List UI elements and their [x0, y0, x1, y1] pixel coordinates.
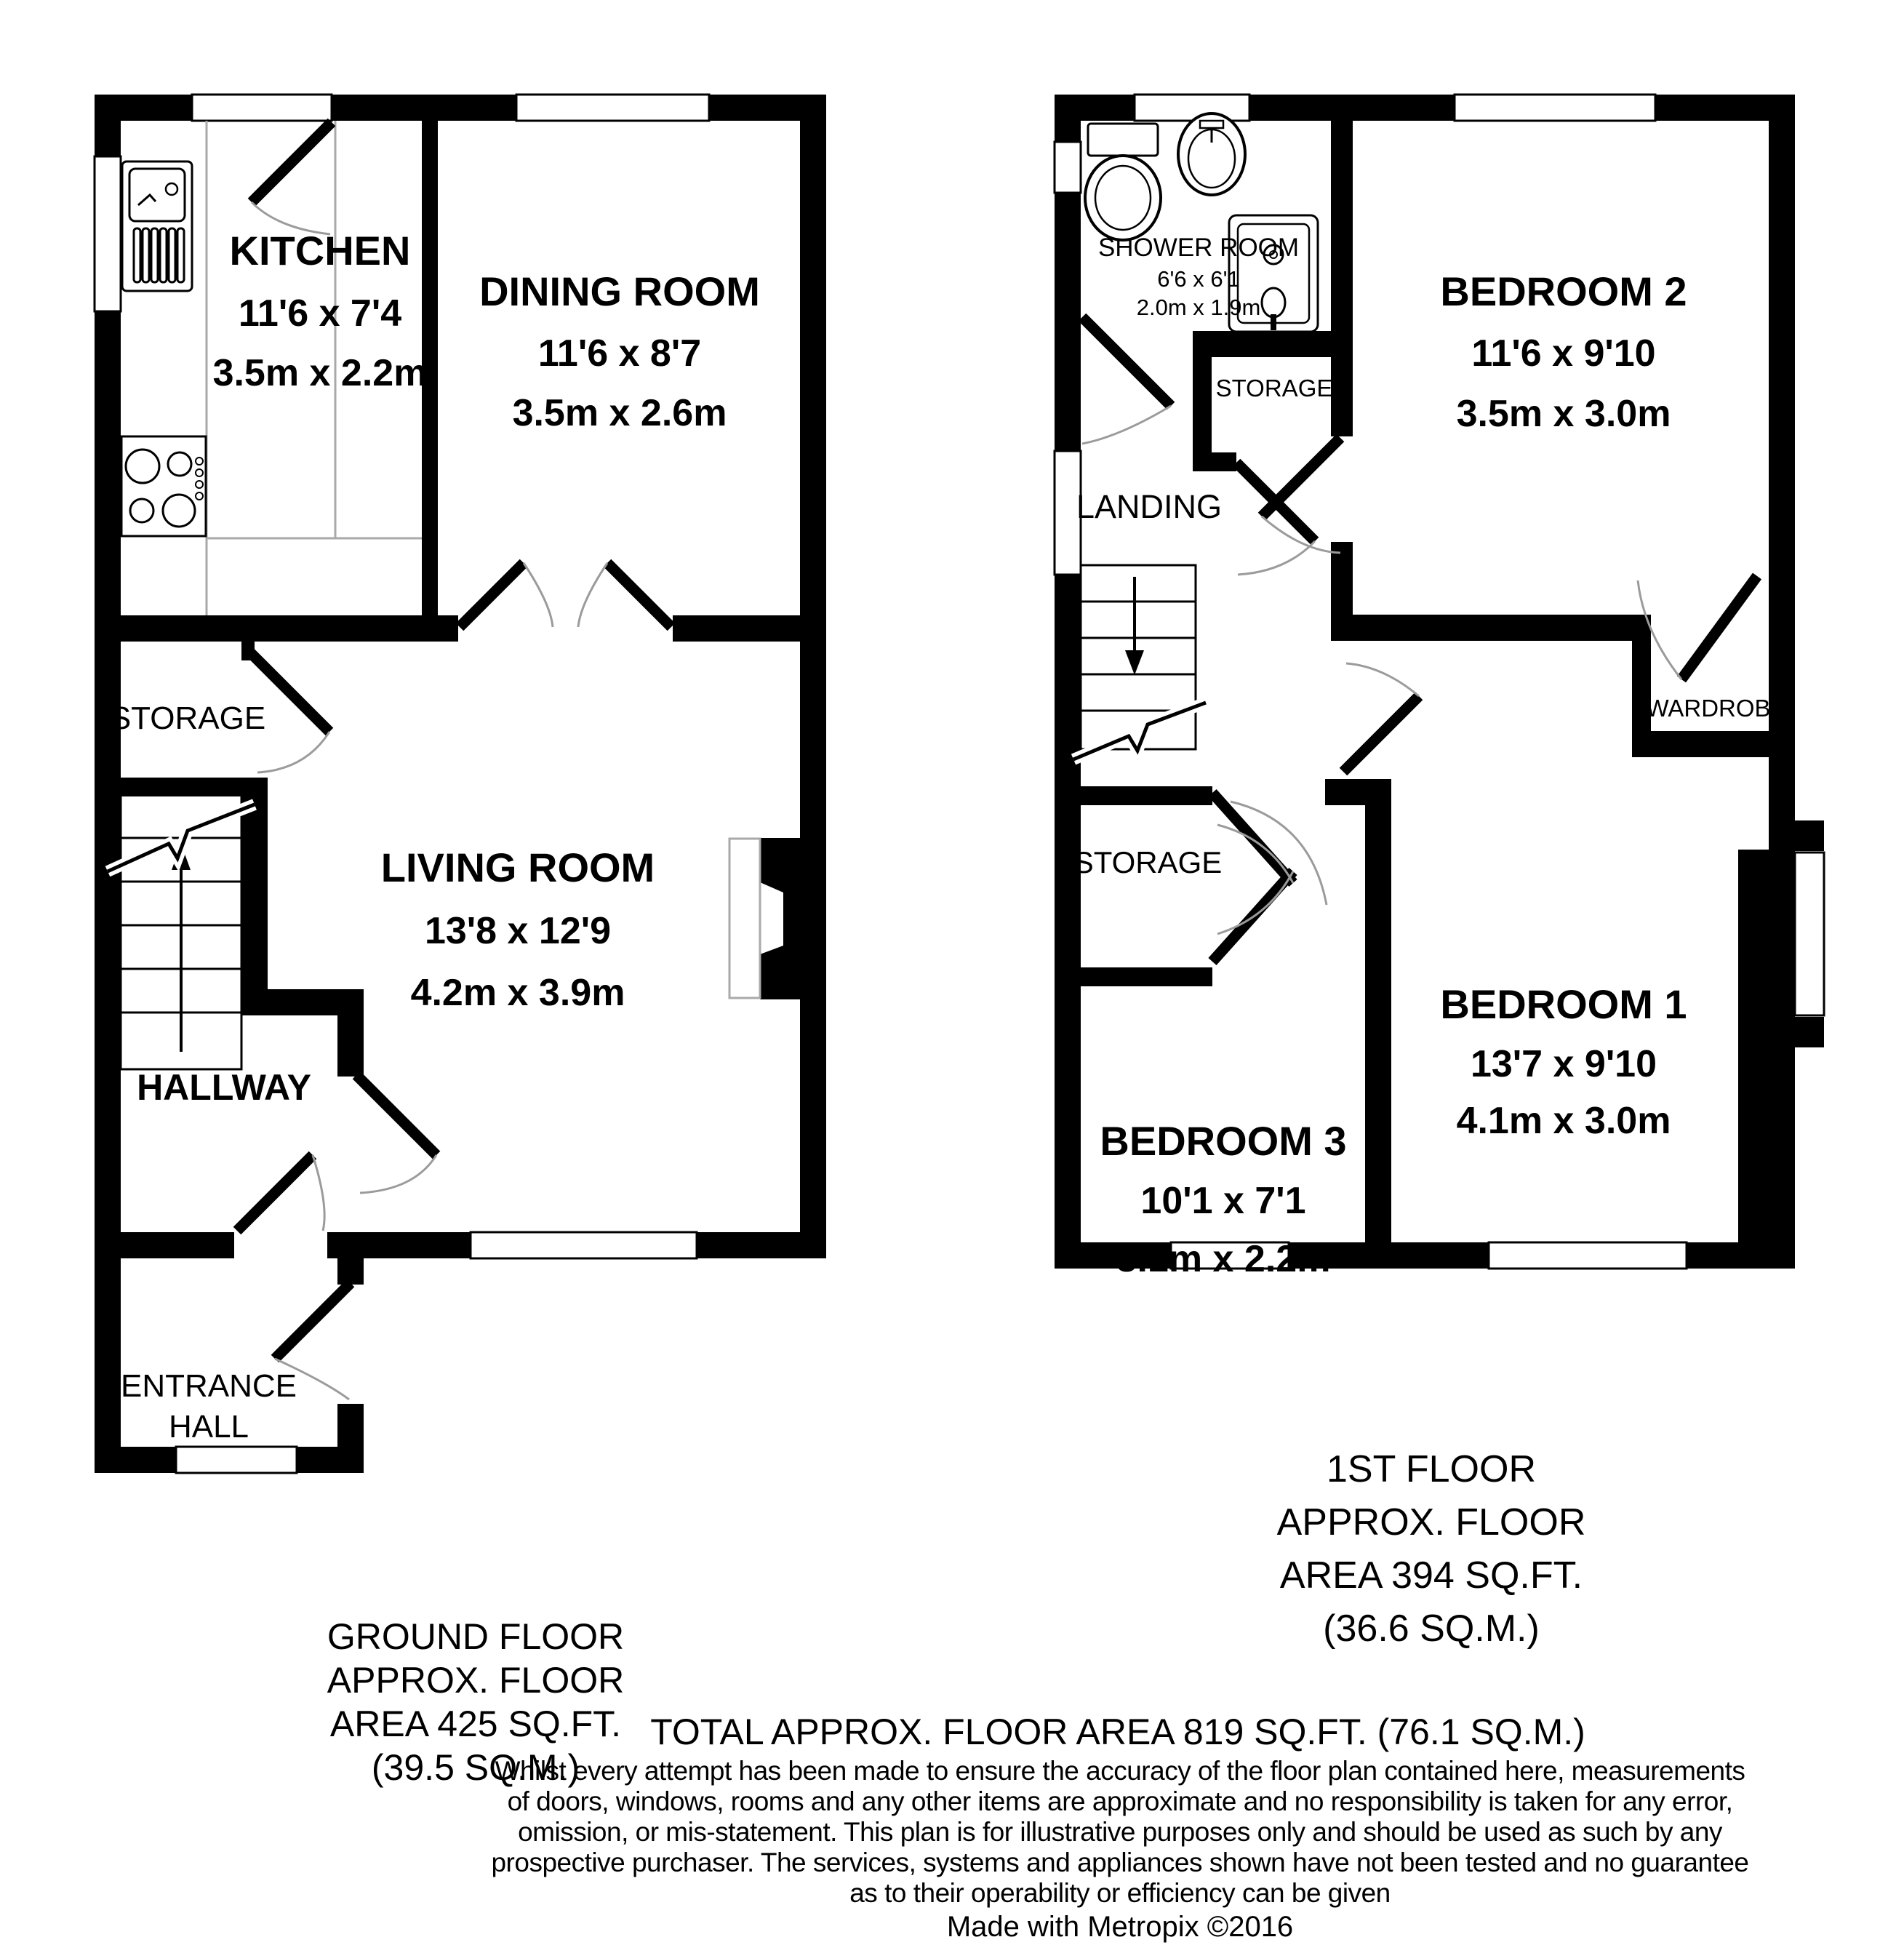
exterior-bay-panel	[1795, 852, 1824, 1015]
window-dining	[516, 95, 709, 121]
door-arc-storage-upper	[1238, 541, 1315, 575]
drainer-slat	[177, 228, 184, 282]
fireplace-opening	[760, 882, 783, 954]
window-bedroom2	[1455, 95, 1655, 121]
window-entrance-hall	[176, 1447, 297, 1473]
toilet-bowl	[1085, 156, 1161, 240]
wall-segment	[95, 95, 121, 156]
label-living-metric: 4.2m x 3.9m	[410, 972, 625, 1014]
door-leaf-shower	[1082, 317, 1171, 406]
door-leaf-storage-lower-a	[1212, 793, 1293, 883]
label-kitchen: KITCHEN	[229, 228, 411, 273]
wall-segment	[697, 1232, 826, 1258]
window-bedroom1	[1489, 1242, 1687, 1269]
label-storage-upper: STORAGE	[1215, 375, 1333, 402]
door-leaf-double-left	[460, 563, 524, 627]
ground-area-line1: GROUND FLOOR	[327, 1616, 625, 1657]
wall-wardrobe-bottom	[1632, 731, 1795, 757]
label-bedroom1-imperial: 13'7 x 9'10	[1470, 1043, 1657, 1085]
door-arc-living	[360, 1155, 436, 1193]
wall-segment	[337, 1258, 364, 1285]
label-bedroom3-metric: 3.1m x 2.2m	[1116, 1238, 1331, 1280]
label-dining-imperial: 11'6 x 8'7	[537, 332, 702, 375]
wall-segment	[800, 95, 826, 1258]
wall-bed3-bed1	[1365, 779, 1391, 1242]
window-shower	[1135, 95, 1249, 121]
wall-segment	[1055, 575, 1081, 1269]
wall-segment	[337, 1404, 364, 1447]
drainer-slat	[169, 228, 175, 282]
wall-segment	[1055, 193, 1081, 451]
door-leaf-double-right	[607, 563, 671, 627]
label-storage-ground: STORAGE	[109, 700, 266, 736]
ground-floor-plan	[95, 95, 826, 1788]
hearth	[729, 839, 760, 998]
ground-stairs	[108, 794, 255, 1069]
first-area-line1: 1ST FLOOR	[1326, 1448, 1537, 1490]
label-entrance-line1: ENTRANCE	[120, 1368, 297, 1404]
kitchen-hob	[121, 436, 206, 536]
ground-area-line4: (39.5 SQ.M.)	[371, 1747, 580, 1788]
door-leaf-living	[356, 1075, 436, 1155]
wall-segment	[1687, 1242, 1795, 1269]
ground-area-line2: APPROX. FLOOR	[327, 1660, 625, 1701]
label-kitchen-imperial: 11'6 x 7'4	[238, 292, 402, 335]
door-arc-double-right	[578, 563, 607, 627]
first-stairs	[1073, 565, 1206, 759]
door-leaf-bedroom1	[1343, 696, 1419, 772]
toilet	[1085, 124, 1161, 240]
exterior-chimney-block	[1795, 1017, 1824, 1047]
door-leaf-wardrobe	[1681, 576, 1757, 679]
basin	[1178, 113, 1245, 195]
label-dining: DINING ROOM	[479, 268, 760, 314]
disclaimer-line: as to their operability or efficiency can be given	[849, 1878, 1391, 1908]
window-kitchen-side	[95, 156, 121, 311]
wall-segment	[1055, 95, 1081, 142]
label-bedroom3-imperial: 10'1 x 7'1	[1140, 1180, 1306, 1222]
label-bedroom1: BEDROOM 1	[1440, 981, 1687, 1027]
label-shower-metric: 2.0m x 1.9m	[1136, 295, 1261, 320]
shower-riser	[1271, 314, 1276, 330]
wall-segment	[332, 95, 516, 121]
first-area-line3: AREA 394 SQ.FT.	[1279, 1554, 1583, 1597]
first-floor-plan	[1055, 95, 1824, 1650]
label-wardrobe: WARDROBE	[1646, 695, 1787, 722]
label-bedroom1-metric: 4.1m x 3.0m	[1456, 1100, 1671, 1142]
wall-segment	[297, 1447, 364, 1473]
wall-hall-jog	[241, 989, 364, 1015]
wall-storage-upper	[1193, 357, 1212, 452]
disclaimer-line: of doors, windows, rooms and any other items are approximate and no responsibility is taken for any error,	[507, 1786, 1733, 1816]
label-kitchen-metric: 3.5m x 2.2m	[212, 352, 428, 394]
door-leaf-bedroom2	[1262, 438, 1340, 516]
chimney-flue	[1738, 850, 1769, 1242]
door-arc-double-left	[524, 563, 553, 627]
credit-line: Made with Metropix ©2016	[946, 1911, 1294, 1943]
label-dining-metric: 3.5m x 2.6m	[512, 392, 727, 434]
label-shower-imperial: 6'6 x 6'1	[1157, 266, 1240, 292]
wall-shower-south	[1193, 331, 1353, 357]
window-shower-side	[1055, 142, 1081, 193]
wall-hall-divider	[337, 1015, 364, 1077]
toilet-cistern	[1088, 124, 1158, 156]
door-leaf-hallway	[237, 1155, 313, 1231]
disclaimer-line: omission, or mis-statement. This plan is for illustrative purposes only and should be used as such by any	[518, 1817, 1722, 1847]
sink-drainer	[134, 228, 184, 282]
label-bedroom3: BEDROOM 3	[1100, 1118, 1347, 1164]
drainer-slat	[143, 228, 149, 282]
stairs-down-arrow-head	[1125, 650, 1144, 675]
first-area-line2: APPROX. FLOOR	[1276, 1501, 1586, 1543]
drainer-slat	[134, 228, 140, 282]
first-area-line4: (36.6 SQ.M.)	[1323, 1607, 1540, 1650]
wall-storage-lower-bottom	[1081, 967, 1212, 986]
label-shower: SHOWER ROOM	[1097, 233, 1300, 262]
basin-taps	[1200, 121, 1223, 128]
wall-bed2-bed1	[1342, 615, 1641, 641]
label-bedroom2-metric: 3.5m x 3.0m	[1456, 393, 1671, 435]
label-storage-lower: STORAGE	[1073, 845, 1223, 879]
label-bedroom2: BEDROOM 2	[1440, 268, 1687, 314]
drainer-slat	[151, 228, 158, 282]
wall-dining-living	[673, 615, 826, 642]
door-leaf-front	[275, 1283, 351, 1359]
label-bedroom2-imperial: 11'6 x 9'10	[1471, 332, 1656, 375]
door-arc-hallway	[313, 1155, 324, 1231]
drainer-slat	[160, 228, 167, 282]
disclaimer-line: prospective purchaser. The services, systems and appliances shown have not been tested and no guarantee	[491, 1848, 1749, 1877]
label-living: LIVING ROOM	[380, 844, 655, 890]
disclaimer-line: Whilst every attempt has been made to ensure the accuracy of the floor plan contained here, measurements	[495, 1756, 1745, 1786]
footer-text	[491, 1712, 1748, 1943]
total-area-line: TOTAL APPROX. FLOOR AREA 819 SQ.FT. (76.1 SQ.M.)	[650, 1712, 1585, 1752]
window-living	[471, 1232, 697, 1258]
wall-segment	[95, 1232, 234, 1258]
door-arc-shower	[1082, 406, 1171, 444]
window-kitchen	[192, 95, 332, 121]
sink-bowl	[129, 169, 185, 221]
wall-storage-upper-bottom	[1193, 452, 1236, 471]
ground-area-line3: AREA 425 SQ.FT.	[329, 1704, 622, 1744]
door-arc-storage	[257, 732, 329, 772]
label-living-imperial: 13'8 x 12'9	[424, 910, 612, 952]
wall-shower-divider	[1331, 121, 1353, 436]
wall-storage-lower-top	[1081, 786, 1212, 805]
wall-segment	[95, 1447, 176, 1473]
wall-segment	[1249, 95, 1455, 121]
wall-segment	[95, 311, 121, 1473]
label-hallway: HALLWAY	[137, 1067, 311, 1108]
exterior-chimney-block	[1795, 820, 1824, 851]
kitchen-sink-unit	[122, 161, 192, 291]
door-leaf-kitchen	[252, 122, 332, 202]
label-entrance-line2: HALL	[168, 1409, 249, 1445]
label-landing: LANDING	[1076, 488, 1223, 525]
wall-segment	[327, 1232, 471, 1258]
wall-segment	[1769, 95, 1795, 1269]
first-labels	[1073, 233, 1787, 1650]
door-arc-bedroom1	[1346, 663, 1419, 696]
wall-kitchen-south	[95, 615, 458, 642]
